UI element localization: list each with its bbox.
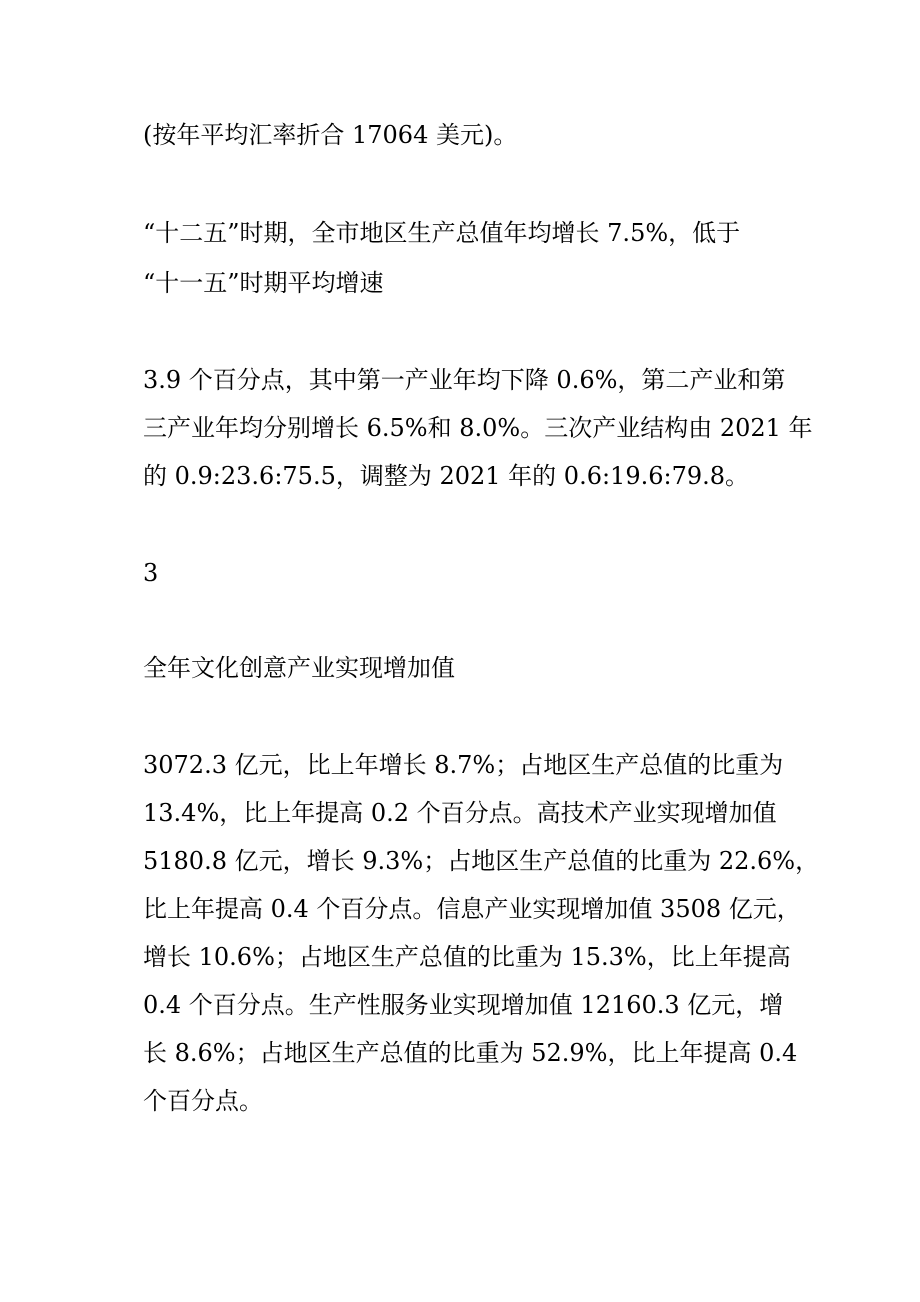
text-line-information-industry: 比上年提高 0.4 个百分点。信息产业实现增加值 3508 亿元， [143,895,801,923]
text-line-high-tech-value: 5180.8 亿元，增长 9.3%；占地区生产总值的比重为 22.6%， [143,847,820,875]
text-line-high-tech: 13.4%，比上年提高 0.2 个百分点。高技术产业实现增加值 [143,799,777,827]
text-line-exchange-rate: (按年平均汇率折合 17064 美元)。 [143,121,518,149]
text-line-ending: 个百分点。 [143,1087,263,1115]
text-line-section-number: 3 [143,559,159,587]
text-line-cultural-value: 3072.3 亿元，比上年增长 8.7%；占地区生产总值的比重为 [143,751,784,779]
text-line-12th-plan: “十二五”时期，全市地区生产总值年均增长 7.5%，低于 [143,219,741,247]
text-line-industry-growth: 3.9 个百分点，其中第一产业年均下降 0.6%，第二产业和第 [143,366,786,394]
text-line-producer-share: 长 8.6%；占地区生产总值的比重为 52.9%，比上年提高 0.4 [143,1039,798,1067]
text-line-information-share: 增长 10.6%；占地区生产总值的比重为 15.3%，比上年提高 [143,943,791,971]
text-line-11th-plan: “十一五”时期平均增速 [143,269,384,297]
text-line-cultural-industry: 全年文化创意产业实现增加值 [143,654,455,682]
text-line-structure-ratio: 的 0.9:23.6:75.5，调整为 2021 年的 0.6:19.6:79.8。 [143,462,750,490]
text-line-producer-services: 0.4 个百分点。生产性服务业实现增加值 12160.3 亿元，增 [143,991,784,1019]
text-line-industry-structure: 三产业年均分别增长 6.5%和 8.0%。三次产业结构由 2021 年 [143,414,813,442]
